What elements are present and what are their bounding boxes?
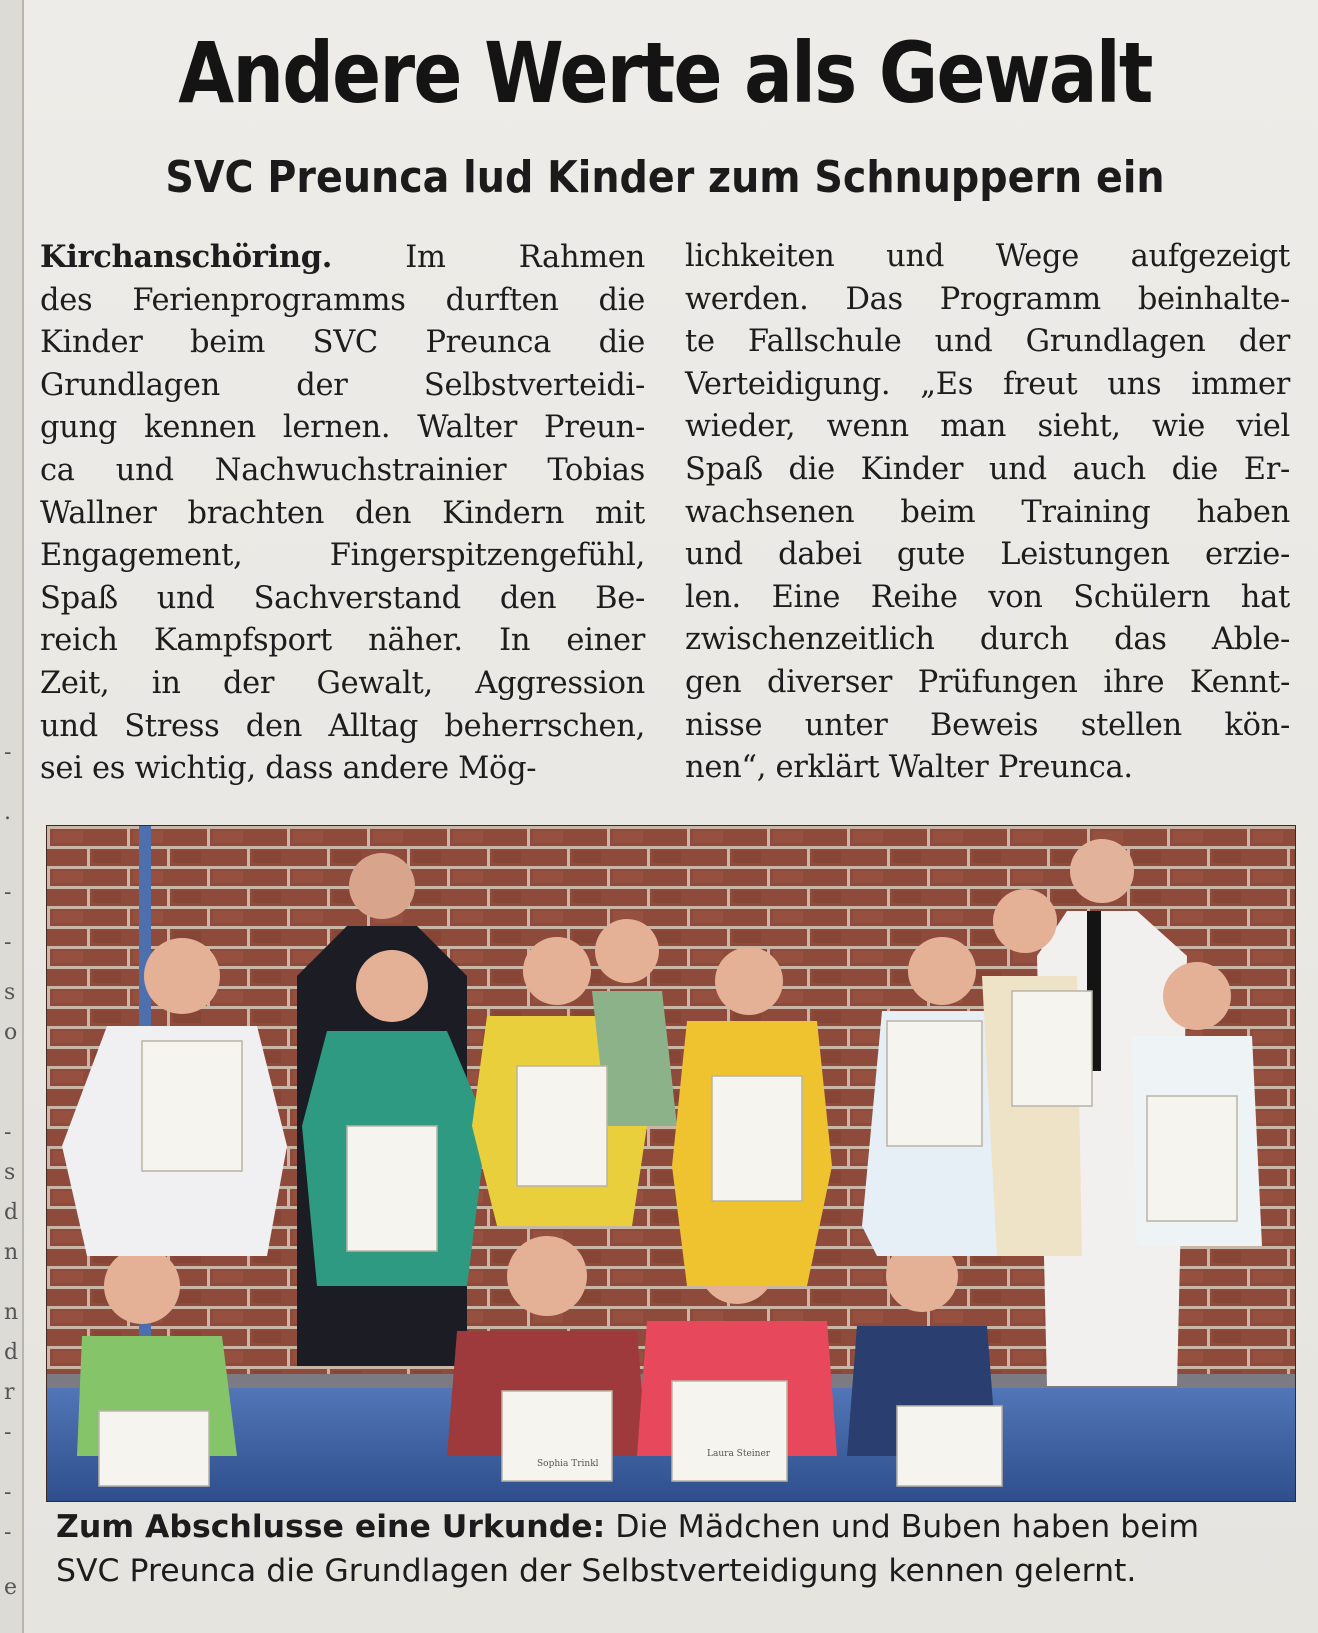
article-line: Grundlagen der Selbstverteidi-	[40, 367, 645, 403]
dateline: Kirchanschöring.	[40, 239, 333, 275]
article-line	[40, 236, 645, 280]
article-body	[40, 236, 1290, 816]
article-line: des Ferienprogramms durften die	[40, 282, 645, 318]
article-line: nisse unter Beweis stellen kön-	[685, 707, 1290, 743]
article-line: wachsenen beim Training haben	[685, 494, 1290, 530]
article-line: ca und Nachwuchstrainier Tobias	[40, 452, 645, 488]
article-line: nen“, erklärt Walter Preunca.	[685, 750, 1133, 786]
certificate-name-1: Sophia Trinkl	[537, 1459, 599, 1469]
caption-text-1: Die Mädchen und Buben haben beim	[605, 1509, 1200, 1545]
article-line: und Stress den Alltag beherrschen,	[40, 708, 645, 744]
article-line: Spaß und Sachverstand den Be-	[40, 580, 645, 616]
certificate-name-2: Laura Steiner	[707, 1449, 771, 1459]
article-column-right	[685, 236, 1290, 790]
adjacent-column-edge: - . - - s o - s d n n d r - - - e	[0, 0, 24, 1633]
photo-caption	[56, 1505, 1296, 1593]
article-line: Wallner brachten den Kindern mit	[40, 495, 645, 531]
article-line: te Fallschule und Grundlagen der	[685, 324, 1290, 360]
article-line: werden. Das Programm beinhalte-	[685, 281, 1290, 317]
article-line: lichkeiten und Wege aufgezeigt	[685, 239, 1290, 274]
article-column-left	[40, 236, 645, 791]
article-line: gung kennen lernen. Walter Preun-	[40, 410, 645, 446]
article-line: Zeit, in der Gewalt, Aggression	[40, 665, 645, 701]
article-line: gen diverser Prüfungen ihre Kennt-	[685, 664, 1290, 700]
article-line: sei es wichtig, dass andere Mög-	[40, 751, 537, 787]
group-photo	[46, 825, 1296, 1502]
article-line: Spaß die Kinder und auch die Er-	[685, 451, 1290, 487]
article-line: wieder, wenn man sieht, wie viel	[685, 409, 1290, 445]
group-photo-illustration	[47, 826, 1295, 1501]
article-line: und dabei gute Leistungen erzie-	[685, 537, 1290, 573]
adjacent-page-bleed	[1228, 40, 1318, 100]
caption-lead: Zum Abschlusse eine Urkunde:	[56, 1509, 606, 1545]
article-line: reich Kampfsport näher. In einer	[40, 623, 645, 659]
headline: Andere Werte als Gewalt	[178, 24, 1152, 122]
article-line: len. Eine Reihe von Schülern hat	[685, 579, 1290, 615]
article-line: Engagement, Fingerspitzengefühl,	[40, 538, 645, 574]
article-line-text: Im Rahmen	[332, 240, 645, 275]
caption-text-2: SVC Preunca die Grundlagen der Selbstverteidigung kennen gelernt.	[56, 1553, 1137, 1589]
article-line: zwischenzeitlich durch das Able-	[685, 622, 1290, 658]
article-line: Verteidigung. „Es freut uns immer	[685, 366, 1290, 402]
article-line: Kinder beim SVC Preunca die	[40, 325, 645, 361]
subheadline: SVC Preunca lud Kinder zum Schnuppern ein	[165, 152, 1165, 203]
